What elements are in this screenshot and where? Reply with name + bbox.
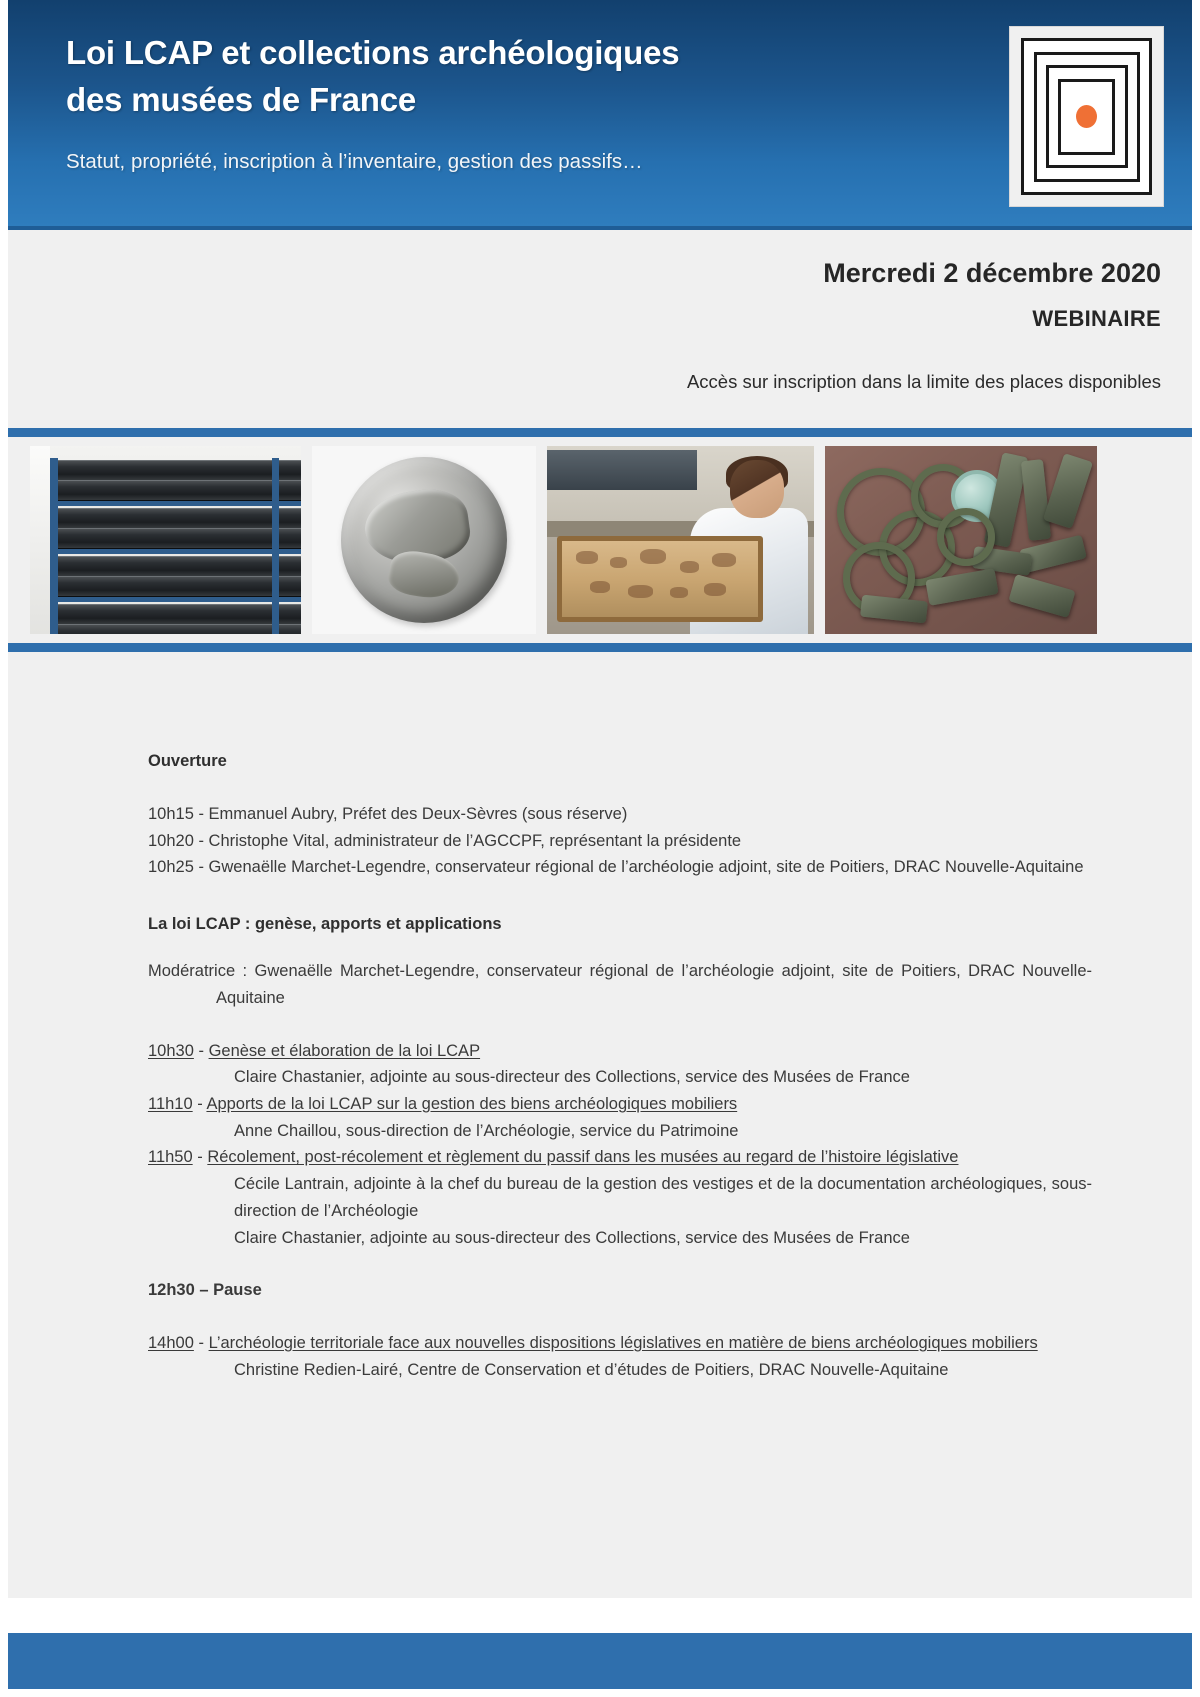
page-subtitle: Statut, propriété, inscription à l’inventaire, gestion des passifs… bbox=[66, 149, 643, 173]
entry-time: 10h20 - bbox=[148, 831, 209, 850]
photo-silver-coin bbox=[312, 446, 536, 634]
page-title-line-2: des musées de France bbox=[66, 80, 417, 118]
photo-strip-top-rule bbox=[8, 428, 1192, 437]
page-title-line-1: Loi LCAP et collections archéologiques bbox=[66, 34, 680, 71]
photo-bronze-artifacts bbox=[825, 446, 1097, 634]
logo-ring-outer bbox=[1021, 38, 1152, 195]
talk-time: 11h10 bbox=[148, 1095, 193, 1114]
pause-entry: 12h30 – Pause bbox=[148, 1281, 262, 1300]
entry-text: Emmanuel Aubry, Préfet des Deux-Sèvres (sous réserve) bbox=[208, 805, 628, 823]
entry-time: 10h15 - bbox=[148, 805, 209, 823]
talk-separator: - bbox=[193, 1334, 209, 1353]
photo1-crate-stack bbox=[50, 458, 301, 634]
talk-separator: - bbox=[192, 1095, 207, 1114]
header-banner bbox=[8, 0, 1192, 226]
photo2-coin bbox=[341, 457, 507, 623]
talk-time: 14h00 bbox=[148, 1334, 194, 1353]
footer-bar bbox=[8, 1637, 1192, 1689]
photo-researcher-sorting bbox=[547, 446, 814, 634]
photo-strip-bottom-rule bbox=[8, 643, 1192, 652]
event-info-band bbox=[8, 230, 1192, 428]
entry-text: Christophe Vital, administrateur de l’AGCCPF, représentant la présidente bbox=[208, 831, 742, 850]
photo3-shelf bbox=[547, 450, 697, 490]
section-heading-ouverture: Ouverture bbox=[148, 752, 227, 770]
photo-storage-shelving bbox=[30, 446, 301, 634]
photo1-wall bbox=[30, 446, 50, 634]
event-format-badge: WEBINAIRE bbox=[1032, 306, 1161, 331]
registration-note: Accès sur inscription dans la limite des places disponibles bbox=[686, 371, 1161, 392]
program-entry bbox=[148, 801, 1092, 828]
program-body bbox=[8, 652, 1192, 1598]
entry-time: 10h25 - bbox=[148, 858, 209, 877]
logo-orange-dot bbox=[1076, 105, 1097, 128]
talk-title: Récolement, post-récolement et règlement du passif dans les musées au regard de l’histoire législative bbox=[207, 1148, 959, 1167]
talk-title-row bbox=[148, 1330, 1092, 1357]
talk-speaker: Christine Redien-Lairé, Centre de Conservation et d’études de Poitiers, DRAC Nouvelle-Aquitaine bbox=[234, 1360, 949, 1379]
program-entry bbox=[148, 828, 1092, 855]
talk-separator: - bbox=[192, 1148, 208, 1167]
concentric-squares-logo bbox=[1009, 26, 1164, 207]
program-entry bbox=[148, 854, 1092, 881]
talk-title-row bbox=[148, 1144, 1092, 1171]
photo-strip bbox=[8, 437, 1192, 643]
talk-speaker: Anne Chaillou, sous-direction de l’Archéologie, service du Patrimoine bbox=[234, 1121, 739, 1140]
talk-title: L’archéologie territoriale face aux nouvelles dispositions législatives en matière de biens archéologiques mobiliers bbox=[208, 1334, 1038, 1353]
event-date: Mercredi 2 décembre 2020 bbox=[823, 258, 1161, 288]
talk-title-row bbox=[148, 1038, 1092, 1065]
program-list bbox=[148, 752, 1092, 1384]
talk-separator: - bbox=[193, 1041, 209, 1060]
logo-ring-inner bbox=[1058, 79, 1115, 155]
talk-speaker: Claire Chastanier, adjointe au sous-directeur des Collections, service des Musées de France bbox=[234, 1068, 910, 1087]
talk-speaker: Cécile Lantrain, adjointe à la chef du bureau de la gestion des vestiges et de la documentation archéologiques, sous-direction de l’Archéologie bbox=[234, 1175, 1092, 1220]
logo-ring-3 bbox=[1046, 65, 1128, 168]
talk-title: Apports de la loi LCAP sur la gestion des biens archéologiques mobiliers bbox=[206, 1095, 738, 1114]
entry-text: Gwenaëlle Marchet-Legendre, conservateur régional de l’archéologie adjoint, site de Poitiers, DRAC Nouvelle-Aquitaine bbox=[208, 858, 1084, 877]
photo3-finds-tray bbox=[557, 536, 763, 622]
talk-time: 10h30 bbox=[148, 1041, 194, 1060]
talk-title-row bbox=[148, 1091, 1092, 1118]
moderator-line: Modératrice : Gwenaëlle Marchet-Legendre, conservateur régional de l’archéologie adjoint, site de Poitiers, DRAC Nouvelle-Aquitaine bbox=[148, 962, 1092, 1007]
section-heading-loi-lcap: La loi LCAP : genèse, apports et applications bbox=[148, 915, 502, 934]
logo-ring-2 bbox=[1034, 52, 1140, 182]
talk-speaker: Claire Chastanier, adjointe au sous-directeur des Collections, service des Musées de France bbox=[234, 1228, 910, 1247]
talk-time: 11h50 bbox=[148, 1148, 193, 1167]
talk-title: Genèse et élaboration de la loi LCAP bbox=[208, 1041, 481, 1060]
